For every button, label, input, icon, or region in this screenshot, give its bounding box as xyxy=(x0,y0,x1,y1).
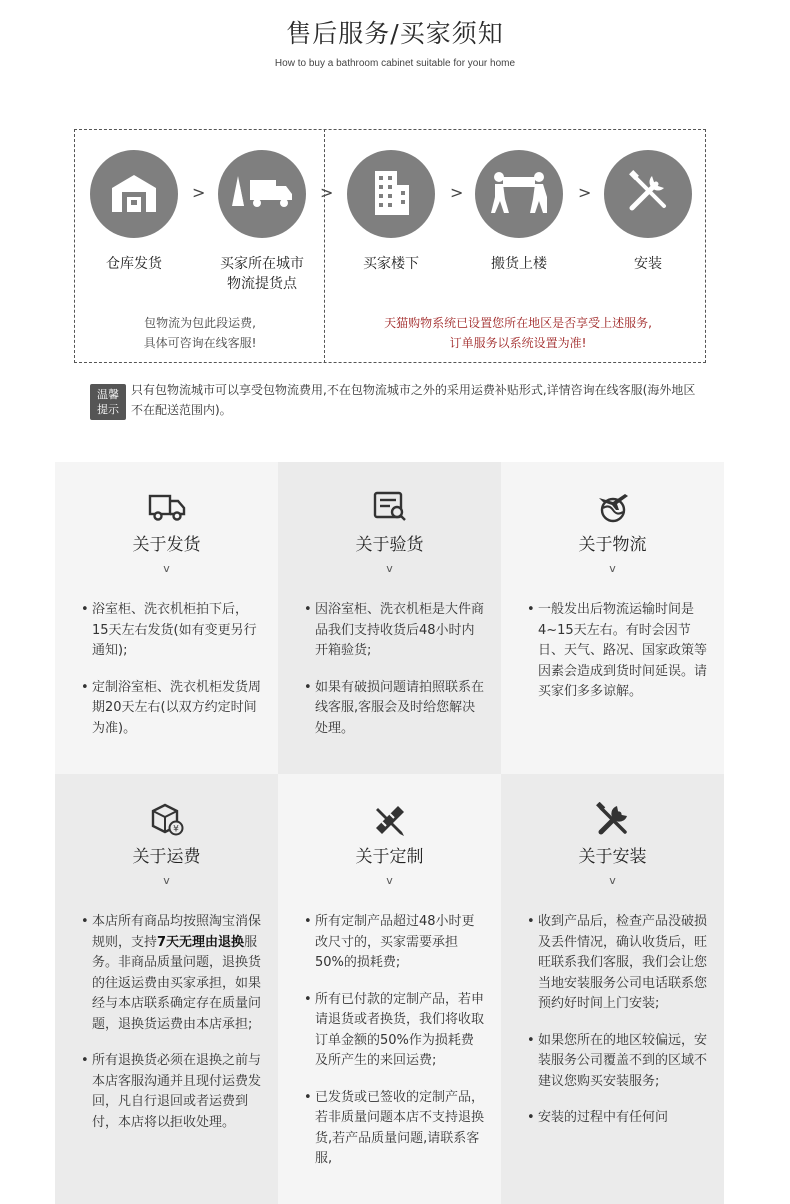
chevron-down-icon: v xyxy=(609,562,616,575)
card-installation xyxy=(501,774,724,1204)
inspect-icon xyxy=(372,490,408,524)
text-span: 服务。非商品质量问题，退换货的往返运费由买家承担，如果经与本店联系确定存在质量问题，退换货运费由本店承担; xyxy=(92,934,262,1032)
chevron-down-icon: v xyxy=(386,874,393,887)
card-paragraph: • 安装的过程中有任何问 xyxy=(527,1108,707,1129)
flow-step-install xyxy=(602,150,694,274)
box-yen-icon xyxy=(149,802,185,836)
note-line: 天猫购物系统已设置您所在地区是否享受上述服务, xyxy=(384,316,652,330)
card-body xyxy=(304,600,484,755)
carry-icon xyxy=(489,169,549,219)
card-customization xyxy=(278,774,501,1204)
flow-arrow: > xyxy=(578,183,592,202)
tools-icon xyxy=(626,170,670,218)
card-paragraph: • 浴室柜、洗衣机柜拍下后，15天左右发货(如有变更另行通知); xyxy=(81,600,261,662)
flow-arrow: > xyxy=(192,183,206,202)
chevron-down-icon: v xyxy=(163,562,170,575)
warehouse-icon xyxy=(109,170,159,218)
flow-step-downstairs xyxy=(345,150,437,274)
card-logistics xyxy=(501,462,724,774)
step-circle xyxy=(218,150,306,238)
note-line: 订单服务以系统设置为准! xyxy=(449,336,587,350)
card-inspection xyxy=(278,462,501,774)
step-circle xyxy=(90,150,178,238)
chevron-down-icon: v xyxy=(609,874,616,887)
card-title: 关于验货 xyxy=(355,535,424,555)
card-paragraph: • 所有已付款的定制产品，若申请退货或者换货，我们将收取订单金额的50%作为损耗费及所产生的来回运费; xyxy=(304,990,484,1072)
flow-step-carry-upstairs xyxy=(473,150,565,274)
card-paragraph: • 已发货或已签收的定制产品，若非质量问题本店不支持退换货,若产品质量问题,请联系客服, xyxy=(304,1088,484,1170)
note-line: 具体可咨询在线客服! xyxy=(143,336,257,350)
card-title: 关于运费 xyxy=(132,847,201,867)
building-icon xyxy=(369,167,413,221)
delivery-truck-icon xyxy=(147,490,187,524)
card-paragraph: • 所有定制产品超过48小时更改尺寸的，买家需要承担50%的损耗费; xyxy=(304,912,484,974)
card-paragraph: • 如果有破损问题请拍照联系在线客服,客服会及时给您解决处理。 xyxy=(304,678,484,740)
flow-arrow: > xyxy=(320,183,334,202)
card-paragraph xyxy=(81,912,261,1035)
flow-step-city-pickup xyxy=(216,150,308,294)
page-title: 售后服务/买家须知 xyxy=(286,19,504,48)
card-title: 关于物流 xyxy=(578,535,647,555)
tip-text: 只有包物流城市可以享受包物流费用,不在包物流城市之外的采用运费补贴形式,详情咨询在线客服(海外地区不在配送范围内)。 xyxy=(131,383,696,417)
step-label: 仓库发货 xyxy=(106,256,162,272)
page-subtitle: How to buy a bathroom cabinet suitable for your home xyxy=(274,58,516,69)
step-circle xyxy=(604,150,692,238)
step-label xyxy=(216,254,308,294)
highlight-text: 7天无理由退换 xyxy=(157,934,245,950)
tip-badge-line: 提示 xyxy=(97,403,119,416)
card-title: 关于发货 xyxy=(132,535,201,555)
flow-divider xyxy=(324,129,325,363)
card-title: 关于安装 xyxy=(578,847,647,867)
truck-icon xyxy=(230,172,294,216)
ruler-pencil-icon xyxy=(372,802,408,836)
step-label-line: 物流提货点 xyxy=(227,276,297,292)
svg-text:¥: ¥ xyxy=(172,824,179,835)
step-label: 安装 xyxy=(634,256,662,272)
tip-badge-line: 温馨 xyxy=(97,388,119,401)
card-body xyxy=(81,912,261,1149)
card-title: 关于定制 xyxy=(355,847,424,867)
tip-badge xyxy=(90,384,126,420)
card-delivery xyxy=(55,462,278,774)
card-paragraph: • 所有退换货必须在退换之前与本店客服沟通并且现付运费发回，凡自行退回或者运费到付，本店将以拒收处理。 xyxy=(81,1051,261,1133)
card-shipping-fee xyxy=(55,774,278,1204)
step-circle xyxy=(475,150,563,238)
card-body xyxy=(527,600,707,719)
card-paragraph: • 一般发出后物流运输时间是4~15天左右。有时会因节日、天气、路况、国家政策等因素会造成到货时间延误。请买家们多多谅解。 xyxy=(527,600,707,703)
chevron-down-icon: v xyxy=(386,562,393,575)
card-body xyxy=(81,600,261,755)
flow-arrow: > xyxy=(450,183,464,202)
flow-note-right xyxy=(338,313,698,353)
flow-note-left xyxy=(90,313,310,353)
step-circle xyxy=(347,150,435,238)
card-body xyxy=(304,912,484,1186)
card-body xyxy=(527,912,707,1145)
step-label-line: 买家所在城市 xyxy=(220,256,304,272)
flow-step-warehouse xyxy=(88,150,180,274)
wrench-screwdriver-icon xyxy=(595,802,631,836)
card-paragraph: • 如果您所在的地区较偏远，安装服务公司覆盖不到的区域不建议您购买安装服务; xyxy=(527,1031,707,1093)
card-paragraph: • 定制浴室柜、洗衣机柜发货周期20天左右(以双方约定时间为准)。 xyxy=(81,678,261,740)
globe-plane-icon xyxy=(595,490,631,524)
step-label: 买家楼下 xyxy=(363,256,419,272)
step-label: 搬货上楼 xyxy=(491,256,547,272)
text-span: 本店所有商品均按照淘宝消保规则，支持 xyxy=(92,914,262,950)
chevron-down-icon: v xyxy=(163,874,170,887)
note-line: 包物流为包此段运费, xyxy=(144,316,256,330)
card-paragraph: • 收到产品后，检查产品没破损及丢件情况，确认收货后，旺旺联系我们客服，我们会让您当地安装服务公司电话联系您预约好时间上门安装; xyxy=(527,912,707,1015)
card-paragraph: • 因浴室柜、洗衣机柜是大件商品我们支持收货后48小时内开箱验货; xyxy=(304,600,484,662)
